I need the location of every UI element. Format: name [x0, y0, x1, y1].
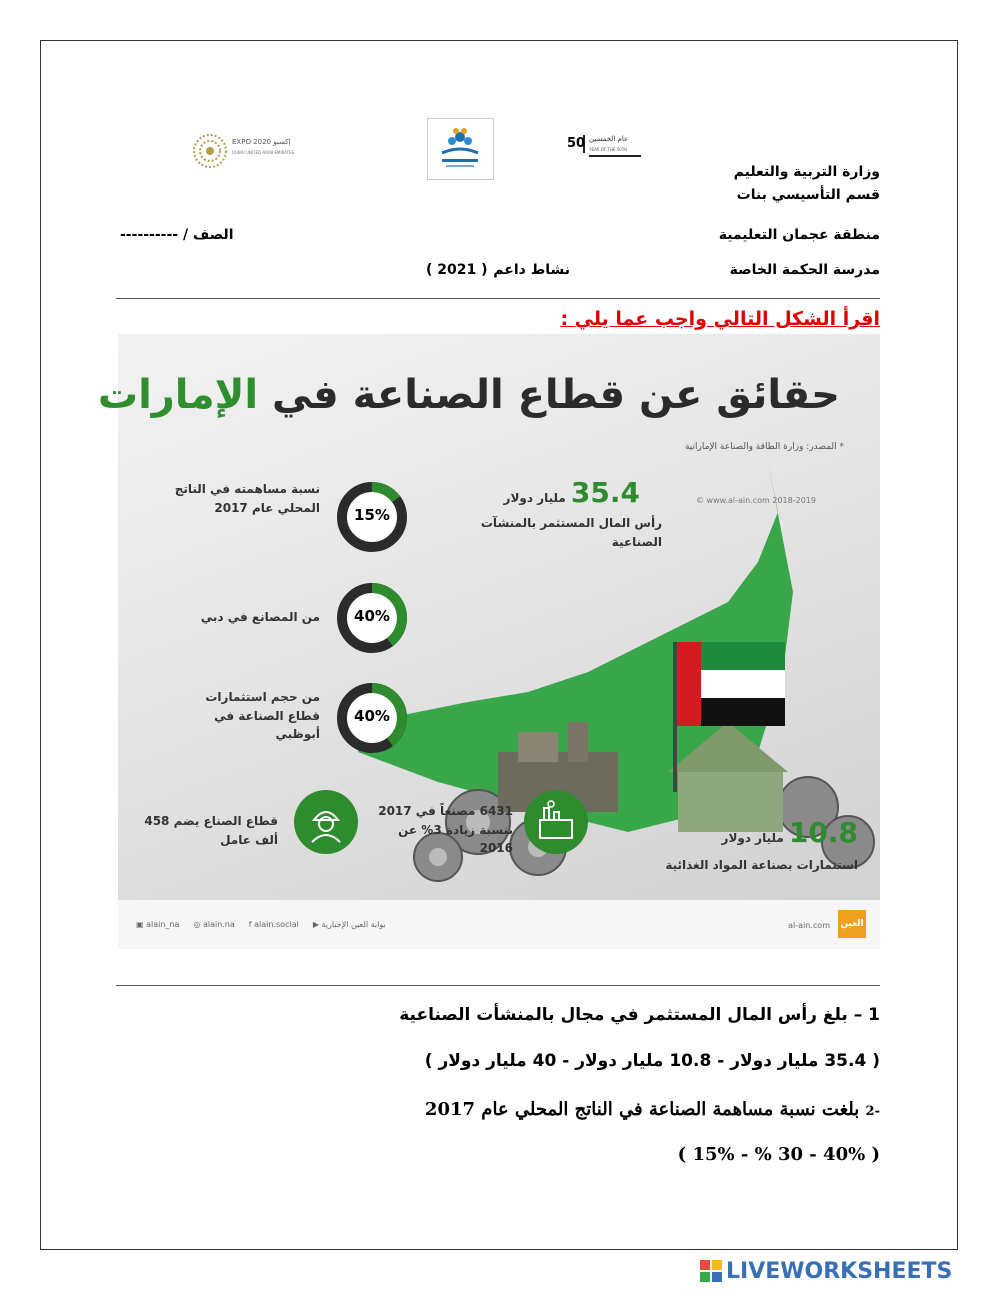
expo-logo-arabic: إكسبو — [273, 138, 291, 146]
factory-icon — [524, 790, 588, 854]
capital-unit: مليار دولار — [503, 491, 566, 505]
infographic-title — [98, 372, 840, 418]
expo-logo-subtext: DUBAI UNITED ARAB EMIRATES — [232, 150, 295, 155]
year50-number: 50 — [567, 136, 586, 151]
header-divider — [116, 298, 880, 299]
expo-logo-text: EXPO 2020 — [232, 138, 271, 146]
expo-2020-logo — [192, 133, 295, 169]
questions-divider — [116, 985, 880, 986]
liveworksheets-icon — [700, 1260, 722, 1282]
school-name: مدرسة الحكمة الخاصة — [729, 262, 880, 278]
question-2-number: -2 — [865, 1104, 880, 1119]
worker-helmet-icon — [294, 790, 358, 854]
ring2-value: 40% — [354, 607, 390, 625]
footer-site: al-ain.com — [788, 921, 830, 930]
school-logo — [427, 118, 494, 180]
infographic-footer — [118, 900, 880, 949]
ring3-desc: من حجم استثمارات قطاع الصناعة في أبوظبي — [205, 690, 320, 742]
food-unit: مليار دولار — [721, 831, 784, 845]
question-2-options[interactable]: ( 40% - 30 % - 15% ) — [677, 1144, 880, 1165]
social-twitter: ▣ alain_na — [136, 920, 180, 929]
youtube-handle: بوابة العين الإخبارية — [321, 920, 386, 929]
ministry-name: وزارة التربية والتعليم — [733, 164, 880, 180]
class-label: الصف / ---------- — [120, 227, 234, 243]
region-name: منطقة عجمان التعليمية — [718, 227, 880, 243]
instruction-text: اقرأ الشكل التالي واجب عما يلي : — [560, 308, 880, 330]
capital-desc: رأس المال المستثمر بالمنشآت الصناعية — [480, 516, 662, 549]
year-of-50-logo — [567, 133, 647, 177]
source-note: * المصدر: وزارة الطاقة والصناعة الإماراتية — [684, 442, 844, 452]
activity-year: ( 2021 ) — [426, 262, 488, 278]
question-2 — [425, 1099, 880, 1120]
title-highlight: الإمارات — [97, 372, 259, 418]
facebook-handle: alain.social — [254, 920, 299, 929]
ring1-desc: نسبة مساهمته في الناتج المحلي عام 2017 — [174, 482, 320, 515]
expo-emblem-icon — [192, 133, 228, 169]
watermark-text: © www.al-ain.com 2018-2019 — [696, 496, 816, 505]
factories-desc: 6431 مصنعاً في 2017 بنسبة زيادة 3% عن 2016 — [378, 804, 513, 856]
title-text: حقائق عن قطاع الصناعة في — [258, 372, 840, 418]
department-name: قسم التأسيسي بنات — [736, 187, 880, 203]
question-1-options[interactable]: ( 35.4 مليار دولار - 10.8 مليار دولار - 40 مليار دولار ) — [424, 1051, 880, 1071]
instagram-handle: alain.na — [202, 920, 235, 929]
activity-label: نشاط داعم — [493, 262, 570, 278]
capital-stat — [504, 476, 640, 509]
social-instagram: ◎ alain.na — [193, 920, 235, 929]
social-youtube: ▶ بوابة العين الإخبارية — [312, 920, 386, 929]
food-stat — [722, 816, 858, 849]
social-facebook: f alain.social — [248, 920, 299, 929]
question-2-text: بلغت نسبة مساهمة الصناعة في الناتج المحلي عام 2017 — [424, 1099, 860, 1120]
food-value: 10.8 — [788, 816, 858, 849]
food-desc: استثمارات بصناعة المواد الغذائية — [665, 858, 858, 872]
ring1-value: 15% — [354, 506, 390, 524]
alain-brand-logo: العين — [838, 910, 866, 938]
ring3-value: 40% — [354, 707, 390, 725]
year50-arabic: عام الخمسين — [589, 135, 629, 143]
question-1: 1 – بلغ رأس المال المستثمر في مجال بالمنشأت الصناعية — [399, 1005, 880, 1025]
twitter-handle: alain_na — [146, 920, 180, 929]
infographic — [97, 334, 880, 949]
capital-value: 35.4 — [570, 476, 640, 509]
liveworksheets-logo — [700, 1257, 952, 1285]
school-emblem-icon — [428, 119, 493, 179]
liveworksheets-text: LIVEWORKSHEETS — [726, 1258, 953, 1284]
ring2-desc: من المصانع في دبي — [200, 610, 320, 624]
year50-english: YEAR OF THE 50TH — [589, 147, 628, 152]
workers-desc: قطاع الصناع يضم 458 ألف عامل — [144, 814, 278, 847]
